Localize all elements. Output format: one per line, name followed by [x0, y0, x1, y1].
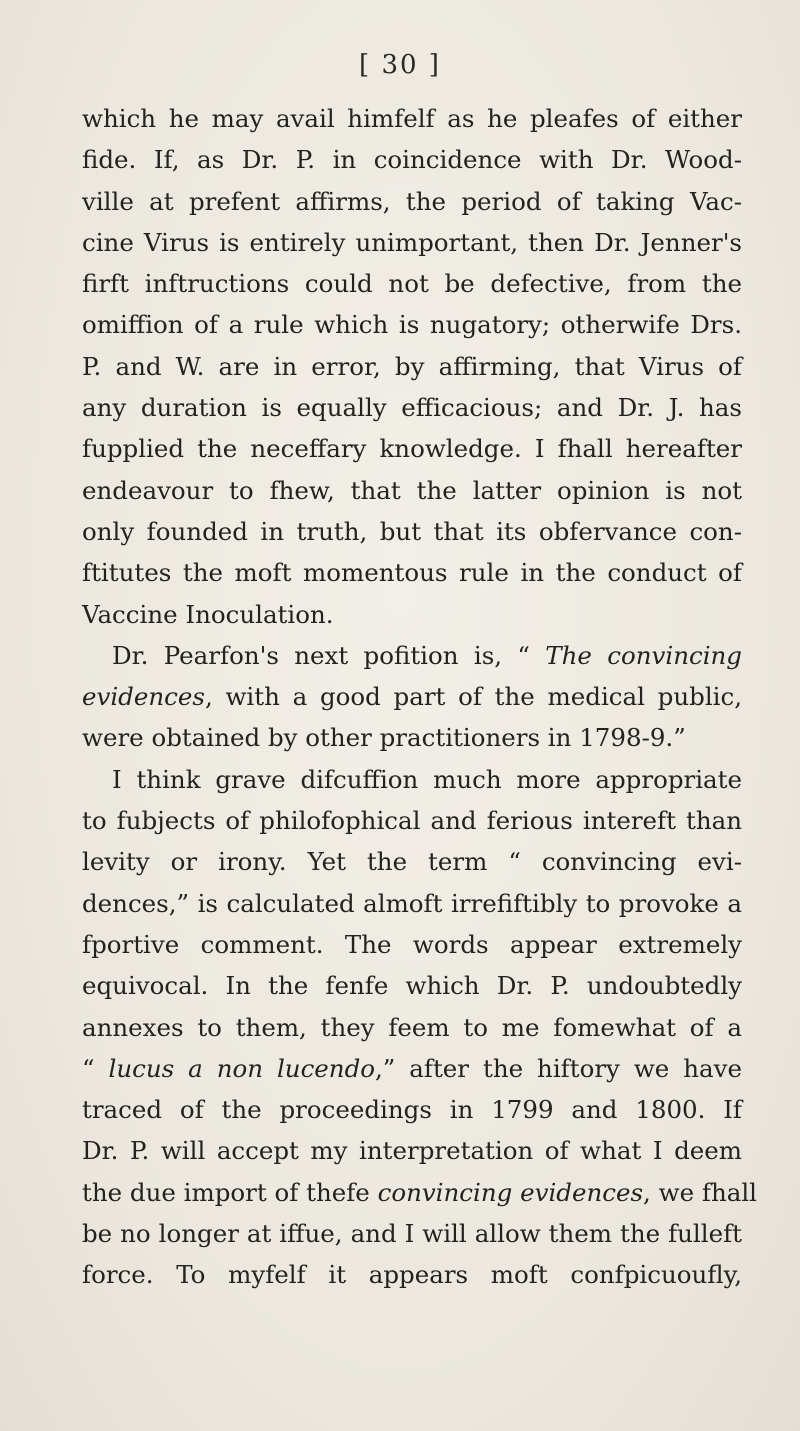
text-segment: fide. If, as Dr. P. in coincidence with Dr. Wood-: [82, 145, 742, 175]
text-segment: ,” after the hiftory we have: [375, 1053, 742, 1083]
text-segment: be no longer at iffue, and I will allow them the fulleft: [82, 1219, 742, 1249]
text-line: [82, 139, 742, 180]
text-segment: levity or irony. Yet the term “ convincing evi-: [82, 847, 742, 877]
text-segment: P. and W. are in error, by affirming, that Virus of: [82, 351, 742, 381]
text-segment: Dr. P. will accept my interpretation of what I deem: [82, 1136, 742, 1166]
text-line: [82, 304, 742, 345]
text-line: [82, 346, 742, 387]
text-line: [82, 965, 742, 1006]
text-segment: firft inftructions could not be defective, from the: [82, 269, 742, 299]
text-segment: only founded in truth, but that its obfervance con-: [82, 516, 742, 546]
text-segment: any duration is equally efficacious; and Dr. J. has: [82, 393, 742, 423]
text-line: [82, 428, 742, 469]
text-line: [82, 263, 742, 304]
text-line: [82, 98, 742, 139]
text-segment: I think grave difcuffion much more appropriate: [112, 764, 742, 794]
text-segment: , with a good part of the medical public,: [204, 682, 742, 712]
text-segment: endeavour to fhew, that the latter opinion is not: [82, 475, 742, 505]
text-line: [82, 552, 742, 593]
text-line: [82, 759, 742, 800]
text-segment: cine Virus is entirely unimportant, then Dr. Jenner's: [82, 227, 742, 257]
text-line: [82, 470, 742, 511]
text-line: [82, 1089, 742, 1130]
text-line: [82, 841, 742, 882]
text-segment: , we fhall: [643, 1177, 758, 1207]
italic-phrase: evidences: [82, 682, 205, 712]
text-line: [82, 1213, 742, 1254]
text-line: [82, 1254, 742, 1295]
text-segment: ftitutes the moft momentous rule in the conduct of: [82, 558, 742, 588]
text-segment: ville at prefent affirms, the period of taking Vac-: [82, 186, 742, 216]
text-line: [82, 676, 742, 717]
text-line: [82, 717, 742, 758]
italic-phrase: lucus a non lucendo: [108, 1053, 376, 1083]
text-line: [82, 1007, 742, 1048]
text-line: [82, 1048, 742, 1089]
text-segment: to fubjects of philofophical and ferious intereft than: [82, 806, 742, 836]
italic-phrase: convincing evidences: [377, 1177, 644, 1207]
text-line: [82, 594, 742, 635]
text-segment: fupplied the neceffary knowledge. I fhall hereafter: [82, 434, 742, 464]
body-text: [82, 98, 758, 1296]
text-segment: dences,” is calculated almoft irrefiftibly to provoke a: [82, 888, 742, 918]
text-segment: were obtained by other practitioners in 1798-9.”: [82, 723, 686, 753]
text-line: [82, 511, 742, 552]
text-segment: Dr. Pearfon's next pofition is, “: [112, 640, 546, 670]
text-line: [82, 387, 742, 428]
text-line: [82, 635, 742, 676]
text-line: [82, 924, 742, 965]
text-segment: traced of the proceedings in 1799 and 1800. If: [82, 1095, 742, 1125]
text-line: [82, 883, 742, 924]
text-segment: fportive comment. The words appear extremely: [82, 929, 742, 959]
text-line: [82, 800, 742, 841]
text-line: [82, 1130, 742, 1171]
text-segment: equivocal. In the fenfe which Dr. P. undoubtedly: [82, 971, 742, 1001]
text-segment: “: [82, 1053, 109, 1083]
text-segment: Vaccine Inoculation.: [82, 599, 334, 629]
text-line: [82, 222, 742, 263]
text-line: [82, 1172, 758, 1213]
text-segment: force. To myfelf it appears moft confpicuoufly,: [82, 1260, 742, 1290]
text-segment: annexes to them, they feem to me fomewhat of a: [82, 1012, 742, 1042]
text-line: [82, 181, 742, 222]
text-segment: omiffion of a rule which is nugatory; otherwife Drs.: [82, 310, 742, 340]
text-segment: the due import of thefe: [82, 1177, 378, 1207]
italic-phrase: The convincing: [545, 640, 742, 670]
text-segment: which he may avail himfelf as he pleafes of either: [82, 104, 742, 133]
page-number: [ 30 ]: [359, 50, 441, 80]
